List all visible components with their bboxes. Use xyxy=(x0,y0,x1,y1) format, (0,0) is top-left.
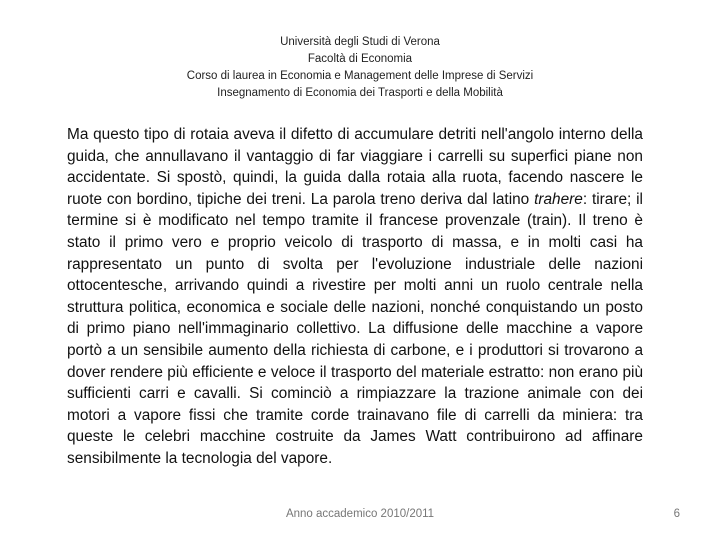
university-name: Università degli Studi di Verona xyxy=(280,36,440,48)
slide-header xyxy=(0,34,720,102)
subject-name: Insegnamento di Economia dei Trasporti e della Mobilità xyxy=(217,87,503,99)
body-paragraph xyxy=(67,124,643,470)
italic-term: trahere xyxy=(534,190,583,208)
body-text-part-1: Ma questo tipo di rotaia aveva il difetto di accumulare detriti nell'angolo interno della guida, che annullavano il vantaggio di far viaggiare i carrelli su superfici piane non accidentate. Si spostò, quindi, la guida dalla rotaia alla ruota, facendo nascere le ruote con bordino, tipiche dei treni. La parola treno deriva dal latino xyxy=(67,126,643,208)
page-number: 6 xyxy=(673,508,680,520)
footer-academic-year: Anno accademico 2010/2011 xyxy=(285,508,435,520)
course-name: Corso di laurea in Economia e Management delle Imprese di Servizi xyxy=(186,70,534,82)
body-text-part-2: : tirare; il termine si è modificato nel tempo tramite il francese provenzale (train). Il treno è stato il primo vero e proprio veicolo di trasporto di massa, e in molti casi ha rappresentato un punto di svolta per l'evoluzione industriale delle nazioni ottocentesche, arrivando quindi a rivestire per molti anni un ruolo centrale nella struttura politica, economica e sociale delle nazioni, nonché conquistando un posto di primo piano nell'immaginario collettivo. La diffusione delle macchine a vapore portò a un sensibile aumento della richiesta di carbone, e i produttori si trovarono a dover rendere più efficiente e veloce il trasporto del materiale estratto: non erano più sufficienti carri e cavalli. Si cominciò a rimpiazzare la trazione animale con dei motori a vapore fissi che tramite corde trainavano file di carrelli da miniera: tra queste le celebri macchine costruite da James Watt contribuirono ad affinare sensibilmente la tecnologia del vapore. xyxy=(67,190,643,467)
faculty-name: Facoltà di Economia xyxy=(307,53,413,65)
